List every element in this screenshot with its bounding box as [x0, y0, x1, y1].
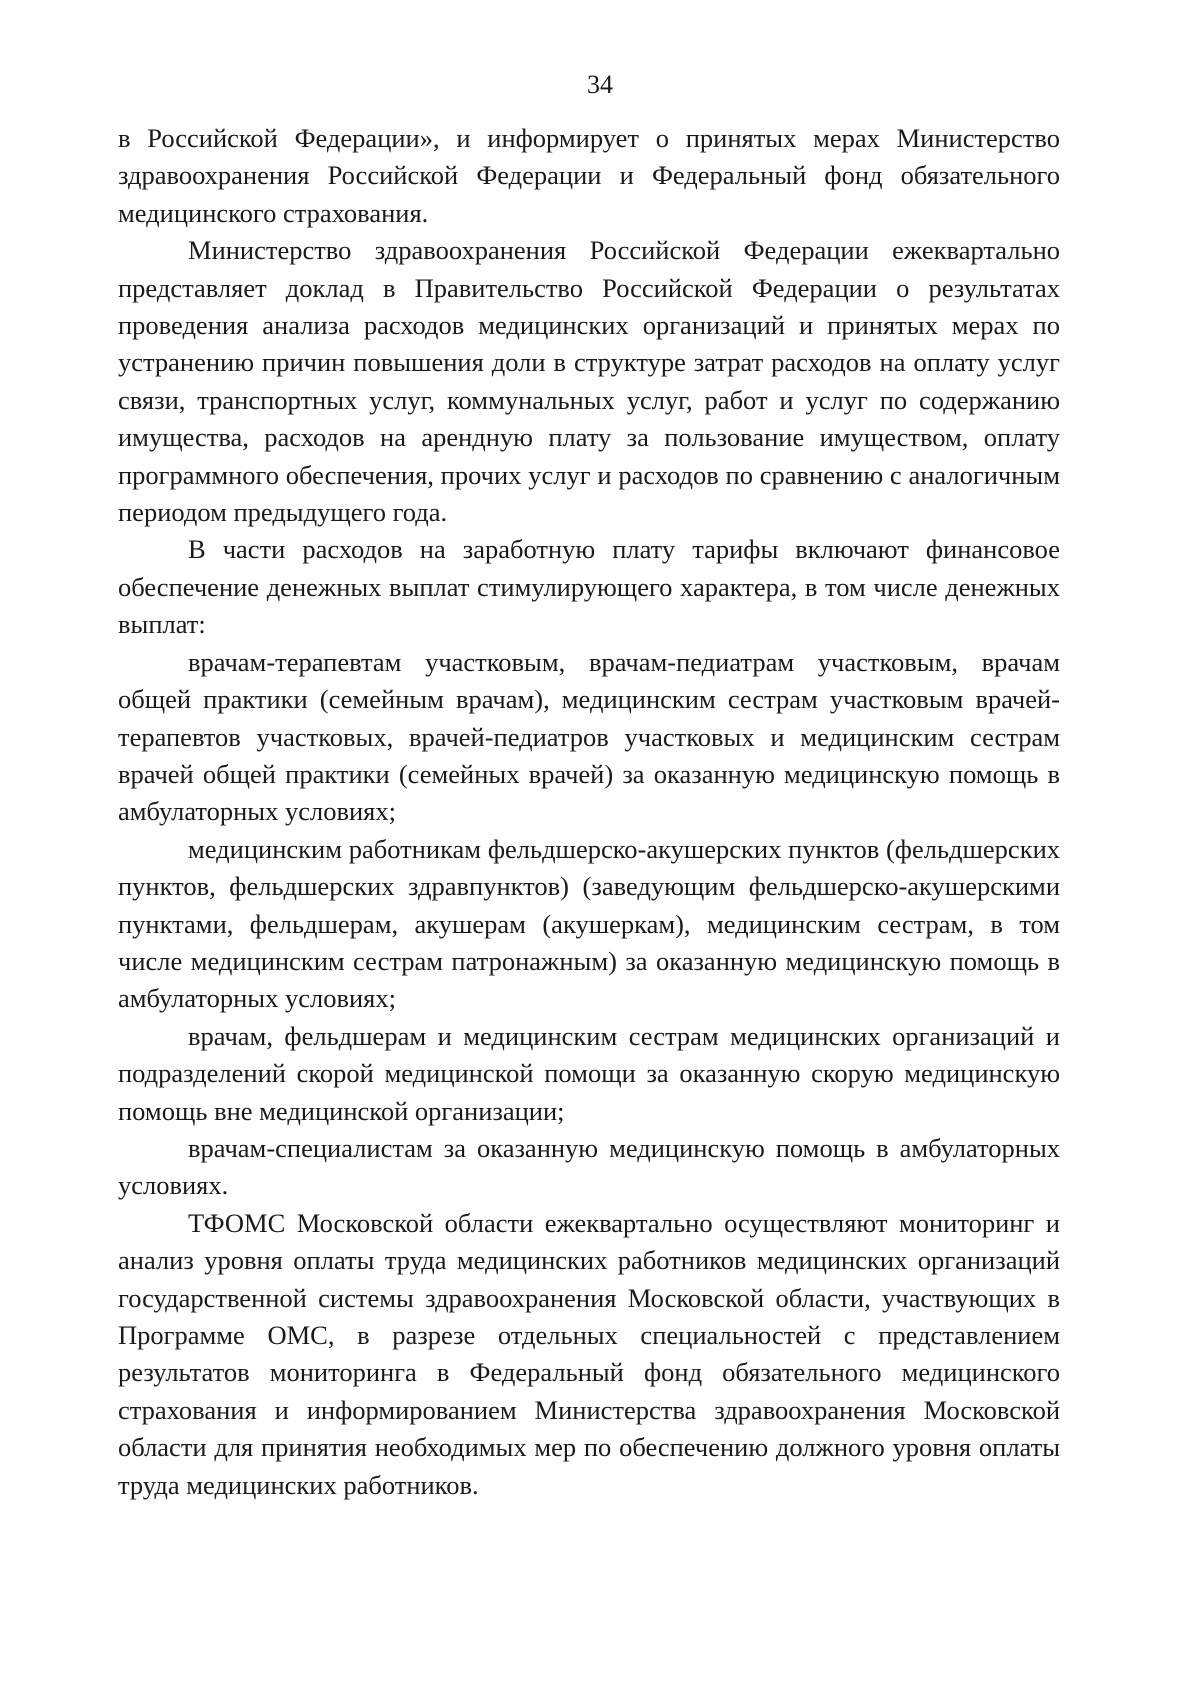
- list-item-district-doctors: врачам-терапевтам участковым, врачам-педиатрам участковым, врачам общей практики (семейным врачам), медицинским сестрам участковым врачей-терапевтов участковых, врачей-педиатров участковых и медицинским сестрам врачей общей практики (семейных врачей) за оказанную медицинскую помощь в амбулаторных условиях;: [118, 646, 1060, 827]
- paragraph-salary-tariffs: В части расходов на заработную плату тарифы включают финансовое обеспечение денежных выплат стимулирующего характера, в том числе денежных выплат:: [118, 534, 1060, 640]
- list-item-emergency-care: врачам, фельдшерам и медицинским сестрам медицинских организаций и подразделений скорой медицинской помощи за оказанную скорую медицинскую помощь вне медицинской организации;: [118, 1020, 1060, 1126]
- paragraph-ministry-report: Министерство здравоохранения Российской Федерации ежеквартально представляет доклад в Правительство Российской Федерации о результатах проведения анализа расходов медицинских организаций и принятых мерах по устранению причин повышения доли в структуре затрат расходов на оплату услуг связи, транспортных услуг, коммунальных услуг, работ и услуг по содержанию имущества, расходов на арендную плату за пользование имуществом, оплату программного обеспечения, прочих услуг и расходов по сравнению с аналогичным периодом предыдущего года.: [118, 235, 1060, 528]
- list-item-specialists: врачам-специалистам за оказанную медицинскую помощь в амбулаторных условиях.: [118, 1132, 1060, 1201]
- page-number: 34: [587, 70, 613, 99]
- document-body: [118, 120, 1060, 1504]
- paragraph-tfoms-monitoring: ТФОМС Московской области ежеквартально осуществляют мониторинг и анализ уровня оплаты труда медицинских работников медицинских организаций государственной системы здравоохранения Московской области, участвующих в Программе ОМС, в разрезе отдельных специальностей с представлением результатов мониторинга в Федеральный фонд обязательного медицинского страхования и информированием Министерства здравоохранения Московской области для принятия необходимых мер по обеспечению должного уровня оплаты труда медицинских работников.: [118, 1207, 1060, 1500]
- list-item-feldsher-points: медицинским работникам фельдшерско-акушерских пунктов (фельдшерских пунктов, фельдшерских здравпунктов) (заведующим фельдшерско-акушерскими пунктами, фельдшерам, акушерам (акушеркам), медицинским сестрам, в том числе медицинским сестрам патронажным) за оказанную медицинскую помощь в амбулаторных условиях;: [118, 833, 1060, 1014]
- paragraph-continuation: в Российской Федерации», и информирует о принятых мерах Министерство здравоохранения Российской Федерации и Федеральный фонд обязательного медицинского страхования.: [118, 123, 1060, 228]
